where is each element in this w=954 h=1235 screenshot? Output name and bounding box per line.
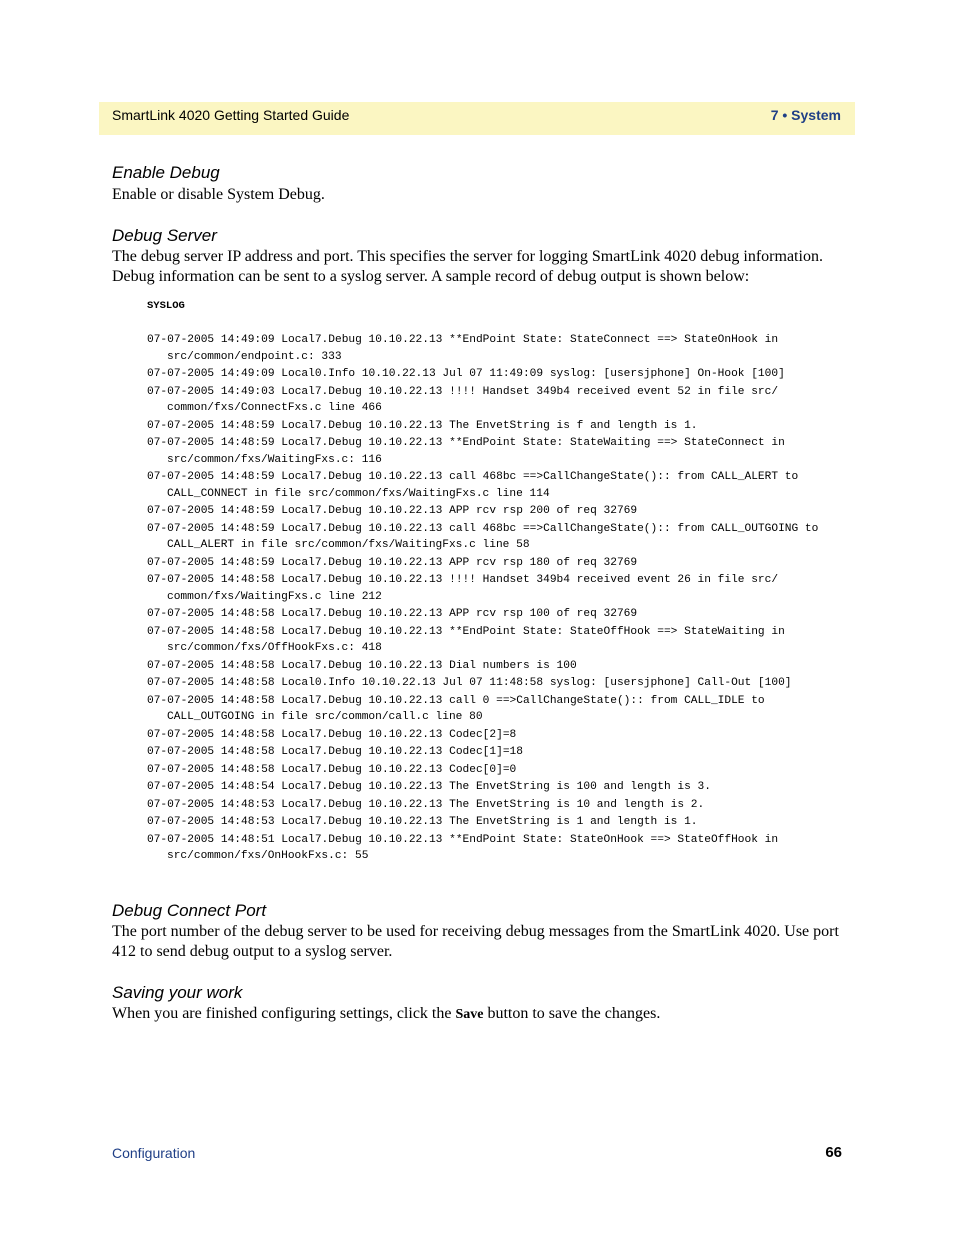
debug-server-heading: Debug Server xyxy=(112,226,217,245)
log-entry: 07-07-2005 14:48:59 Local7.Debug 10.10.22.13 call 468bc ==>CallChangeState():: from CALL_ALERT to CALL_CONNECT in file src/common/fxs/WaitingFxs.c line 114 xyxy=(147,471,799,500)
log-entry: 07-07-2005 14:49:03 Local7.Debug 10.10.22.13 !!!! Handset 349b4 received event 52 in file src/ common/fxs/ConnectFxs.c line 466 xyxy=(147,385,779,414)
page-number: 66 xyxy=(825,1144,842,1161)
log-entry: 07-07-2005 14:48:58 Local7.Debug 10.10.22.13 !!!! Handset 349b4 received event 26 in file src/ common/fxs/WaitingFxs.c line 212 xyxy=(147,574,779,603)
log-entry: 07-07-2005 14:48:58 Local7.Debug 10.10.22.13 Codec[1]=18 xyxy=(147,746,523,758)
save-button-reference: Save xyxy=(455,1007,484,1022)
log-entry: 07-07-2005 14:48:58 Local7.Debug 10.10.22.13 Codec[0]=0 xyxy=(147,763,517,776)
footer-section-link[interactable]: Configuration xyxy=(112,1145,196,1161)
debug-log-sample xyxy=(147,332,852,866)
log-entry: 07-07-2005 14:48:58 Local7.Debug 10.10.22.13 **EndPoint State: StateOffHook ==> StateWaiting in src/common/fxs/OffHookFxs.c: 418 xyxy=(147,625,785,654)
syslog-label: SYSLOG xyxy=(147,300,185,312)
saving-text-before: When you are finished configuring settings, click the xyxy=(112,1005,456,1022)
log-entry: 07-07-2005 14:48:59 Local7.Debug 10.10.22.13 APP rcv rsp 200 of req 32769 xyxy=(147,505,638,517)
log-entry: 07-07-2005 14:48:53 Local7.Debug 10.10.22.13 The EnvetString is 10 and length is 2. xyxy=(147,798,705,811)
log-entry: 07-07-2005 14:49:09 Local0.Info 10.10.22.13 Jul 07 11:49:09 syslog: [usersjphone] On-Hook [100] xyxy=(147,368,785,380)
saving-heading: Saving your work xyxy=(112,983,243,1002)
saving-text xyxy=(112,1004,847,1025)
log-entry: 07-07-2005 14:48:59 Local7.Debug 10.10.22.13 **EndPoint State: StateWaiting ==> StateConnect in src/common/fxs/WaitingFxs.c: 116 xyxy=(147,437,785,466)
log-entry: 07-07-2005 14:48:54 Local7.Debug 10.10.22.13 The EnvetString is 100 and length is 3. xyxy=(147,781,711,793)
log-entry: 07-07-2005 14:48:59 Local7.Debug 10.10.22.13 call 468bc ==>CallChangeState():: from CALL_OUTGOING to CALL_ALERT in file src/common/fxs/WaitingFxs.c line 58 xyxy=(147,522,819,551)
debug-connect-port-heading: Debug Connect Port xyxy=(112,901,267,920)
log-entry: 07-07-2005 14:48:58 Local7.Debug 10.10.22.13 Dial numbers is 100 xyxy=(147,659,577,672)
log-entry: 07-07-2005 14:48:58 Local7.Debug 10.10.22.13 call 0 ==>CallChangeState():: from CALL_IDLE to CALL_OUTGOING in file src/common/call.c line 80 xyxy=(147,694,765,723)
log-entry: 07-07-2005 14:48:58 Local7.Debug 10.10.22.13 Codec[2]=8 xyxy=(147,728,517,741)
enable-debug-heading: Enable Debug xyxy=(112,163,220,182)
debug-server-text: The debug server IP address and port. This specifies the server for logging SmartLink 4020 debug information. Debug information can be sent to a syslog server. A sample record of debug output is shown below: xyxy=(112,248,823,285)
log-entry: 07-07-2005 14:48:58 Local0.Info 10.10.22.13 Jul 07 11:48:58 syslog: [usersjphone] Call-Out [100] xyxy=(147,677,792,689)
debug-connect-port-text: The port number of the debug server to be used for receiving debug messages from the SmartLink 4020. Use port 412 to send debug output to a syslog server. xyxy=(112,923,839,960)
log-entry: 07-07-2005 14:48:58 Local7.Debug 10.10.22.13 APP rcv rsp 100 of req 32769 xyxy=(147,608,638,620)
log-entry: 07-07-2005 14:48:53 Local7.Debug 10.10.22.13 The EnvetString is 1 and length is 1. xyxy=(147,816,698,828)
enable-debug-text: Enable or disable System Debug. xyxy=(112,186,325,203)
log-entry: 07-07-2005 14:48:51 Local7.Debug 10.10.22.13 **EndPoint State: StateOnHook ==> StateOffHook in src/common/fxs/OnHookFxs.c: 55 xyxy=(147,833,779,862)
log-entry: 07-07-2005 14:48:59 Local7.Debug 10.10.22.13 APP rcv rsp 180 of req 32769 xyxy=(147,556,638,569)
document-title: SmartLink 4020 Getting Started Guide xyxy=(112,107,350,123)
page-header xyxy=(99,102,855,135)
chapter-label: 7 • System xyxy=(770,107,841,123)
log-entry: 07-07-2005 14:48:59 Local7.Debug 10.10.22.13 The EnvetString is f and length is 1. xyxy=(147,419,698,432)
saving-text-after: button to save the changes. xyxy=(483,1005,661,1022)
log-entry: 07-07-2005 14:49:09 Local7.Debug 10.10.22.13 **EndPoint State: StateConnect ==> StateOnHook in src/common/endpoint.c: 333 xyxy=(147,334,779,363)
